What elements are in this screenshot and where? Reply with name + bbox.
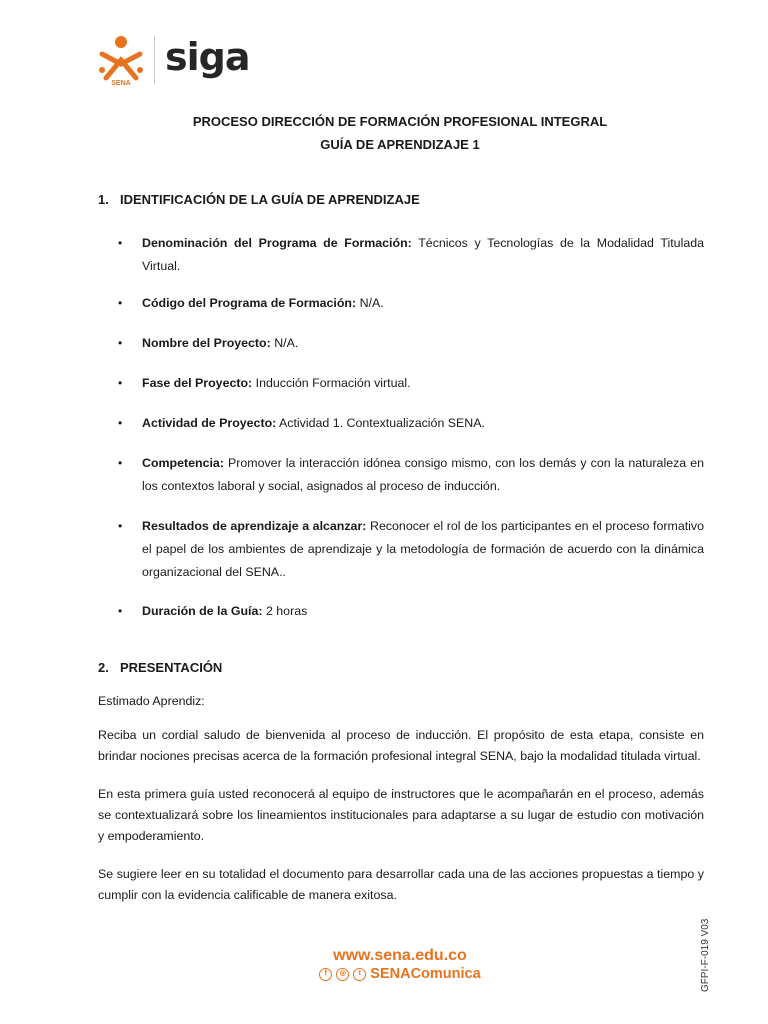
item-value: Actividad 1. Contextualización SENA.: [279, 416, 485, 430]
list-item-project-activity: [98, 412, 704, 435]
footer-website-link[interactable]: www.sena.edu.co: [333, 947, 467, 964]
list-item-duration: [98, 600, 704, 623]
section2-number: 2.: [98, 660, 109, 675]
document-code: GFPI-F-019 V03: [700, 918, 711, 992]
header-logos: [96, 34, 250, 86]
item-value: Inducción Formación virtual.: [255, 376, 411, 390]
section1-title: IDENTIFICACIÓN DE LA GUÍA DE APRENDIZAJE: [120, 192, 420, 207]
social-handle[interactable]: SENAComunica: [370, 966, 481, 982]
section2-title: PRESENTACIÓN: [120, 660, 223, 675]
item-label: Competencia:: [142, 456, 224, 470]
item-label: Actividad de Proyecto:: [142, 416, 277, 430]
list-item-learning-outcomes: [98, 515, 704, 584]
document-title: PROCESO DIRECCIÓN DE FORMACIÓN PROFESIONAL INTEGRAL: [192, 114, 608, 129]
item-label: Duración de la Guía:: [142, 604, 263, 618]
item-label: Denominación del Programa de Formación:: [142, 236, 412, 250]
welcome-paragraph: Reciba un cordial saludo de bienvenida al proceso de inducción. El propósito de esta etapa, consiste en brindar nociones precisas acerca de la formación profesional integral SENA, bajo la modalidad titulada virtual.: [98, 728, 704, 763]
siga-logo-text: siga: [165, 35, 250, 79]
list-item-competency: [98, 452, 704, 498]
item-value: N/A.: [359, 296, 384, 310]
instagram-icon[interactable]: ◎: [336, 968, 349, 981]
twitter-icon[interactable]: t: [353, 968, 366, 981]
suggestion-paragraph: Se sugiere leer en su totalidad el documento para desarrollar cada una de las acciones propuestas a tiempo y cumplir con la evidencia calificable de manera exitosa.: [98, 867, 704, 902]
list-item-project-phase: [98, 372, 704, 395]
section2-heading: [98, 660, 222, 675]
item-value: 2 horas: [265, 604, 308, 618]
section1-heading: [98, 192, 420, 207]
item-label: Nombre del Proyecto:: [142, 336, 271, 350]
footer-social: [0, 966, 768, 982]
list-item-program-code: [98, 292, 704, 315]
logo-divider: [154, 36, 155, 84]
item-value: N/A.: [274, 336, 299, 350]
item-value: Reconocer el rol de los participantes en el proceso formativo el papel de los ambientes de aprendizaje y la metodología de formación de acuerdo con la dinámica organizacional del SENA..: [142, 519, 704, 579]
section1-number: 1.: [98, 192, 109, 207]
item-label: Código del Programa de Formación:: [142, 296, 357, 310]
item-value: Promover la interacción idónea consigo mismo, con los demás y con la naturaleza en los contextos laboral y social, asignados al proceso de inducción.: [142, 456, 704, 493]
facebook-icon[interactable]: f: [319, 968, 332, 981]
item-label: Fase del Proyecto:: [142, 376, 253, 390]
sena-logo-text: SENA: [111, 80, 131, 86]
sena-logo-icon: [96, 34, 146, 86]
item-value: Técnicos y Tecnologías de la Modalidad Titulada Virtual.: [142, 236, 704, 273]
list-item-program-name: [98, 232, 704, 278]
salutation-paragraph: Estimado Aprendiz:: [98, 694, 205, 708]
guide-title: GUÍA DE APRENDIZAJE 1: [320, 137, 480, 152]
item-label: Resultados de aprendizaje a alcanzar:: [142, 519, 367, 533]
list-item-project-name: [98, 332, 704, 355]
instructors-paragraph: En esta primera guía usted reconocerá al equipo de instructores que le acompañarán en el proceso, además se contextualizará sobre los lineamientos institucionales para adaptarse a su lugar de estudio con motivación y empoderamiento.: [98, 787, 704, 843]
